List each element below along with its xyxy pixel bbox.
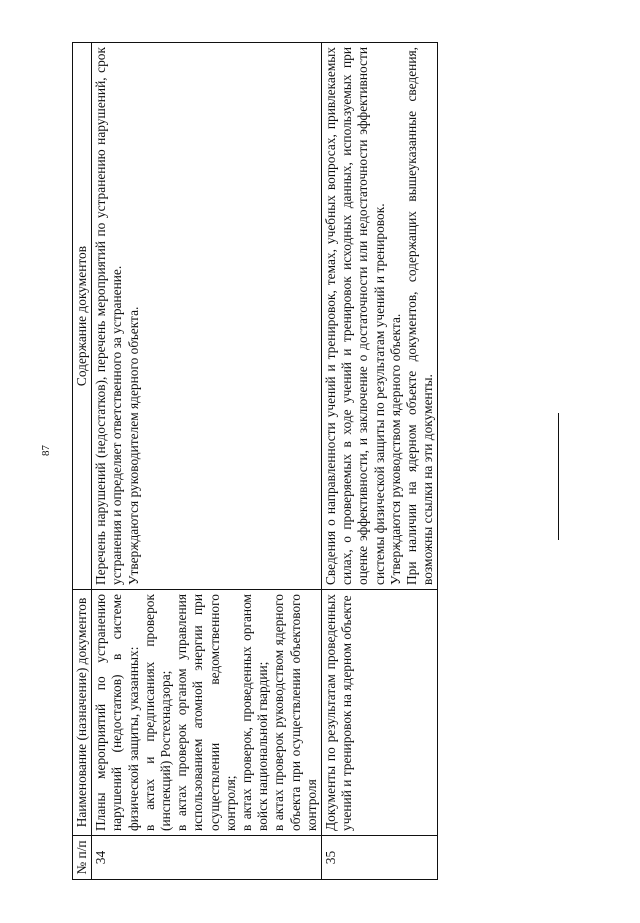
name-line: в актах проверок руководством ядерного объекта при осуществлении объектового контроля bbox=[271, 594, 319, 831]
content-line: Перечень нарушений (недостатков), перечень мероприятий по устранению нарушений, срок устранения и определяет ответственного за устранение. bbox=[93, 47, 125, 585]
name-line: в актах проверок органом управления использованием атомной энергии при осуществлении ведомственного контроля; bbox=[174, 594, 238, 831]
row-content bbox=[92, 43, 322, 590]
content-line: Утверждаются руководством ядерного объекта. bbox=[387, 313, 403, 585]
documents-table bbox=[72, 42, 438, 880]
content-line: При наличии на ядерном объекте документов, содержащих вышеуказанные сведения, возможны ссылки на эти документы. bbox=[404, 47, 436, 585]
header-content: Содержание документов bbox=[73, 43, 92, 590]
row-content bbox=[322, 43, 438, 590]
row-name bbox=[92, 590, 322, 836]
row-num: 35 bbox=[322, 836, 438, 880]
table-header-row bbox=[73, 43, 92, 880]
content-line: Сведения о направленности учений и тренировок, темах, учебных вопросах, привлекаемых силах, о проверяемых в ходе учений и тренировок исходных данных, используемых при оценке эффективности, и заключение о достаточности или недостаточности эффективности системы физической защиты по результатам учений и тренировок. bbox=[323, 47, 387, 585]
page-number: 87 bbox=[40, 445, 52, 456]
row-name bbox=[322, 590, 438, 836]
header-name: Наименование (назначение) документов bbox=[73, 590, 92, 836]
name-line: в актах и предписаниях проверок (инспекций) Ростехнадзора; bbox=[141, 594, 174, 831]
name-line: в актах проверок, проведенных органом войск национальной гвардии; bbox=[239, 594, 271, 831]
name-line: Планы мероприятий по устранению нарушений (недостатков) в системе физической защиты, указанных: bbox=[93, 594, 141, 831]
table-row bbox=[92, 43, 322, 880]
content-line: Утверждаются руководителем ядерного объекта. bbox=[125, 306, 141, 585]
document-table-rotated bbox=[72, 43, 550, 880]
header-num: № п/п bbox=[73, 836, 92, 880]
name-line: Документы по результатам проведенных учений и тренировок на ядерном объекте bbox=[323, 594, 355, 831]
row-num: 34 bbox=[92, 836, 322, 880]
table-row bbox=[322, 43, 438, 880]
divider-line bbox=[558, 413, 559, 540]
